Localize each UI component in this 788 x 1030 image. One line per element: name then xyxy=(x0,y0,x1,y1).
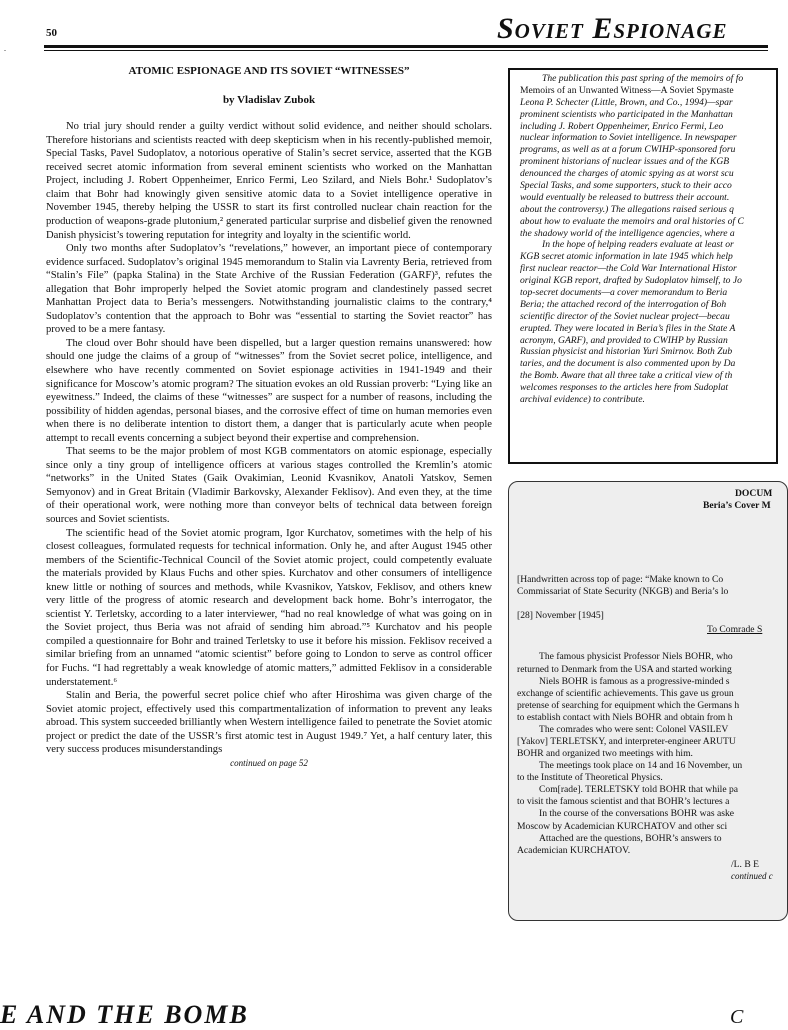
header-rule-thin xyxy=(44,50,768,51)
document-line: pretense of searching for equipment which the Germans h xyxy=(517,699,740,711)
sidebar-line: Leona P. Schecter (Little, Brown, and Co., 1994)—spar xyxy=(520,96,733,108)
continued-note: continued on page 52 xyxy=(230,757,308,768)
intro-sidebar-box xyxy=(508,68,778,464)
handwritten-note: Commissariat of State Security (NKGB) and Beria’s lo xyxy=(517,586,729,598)
sidebar-line: welcomes responses to the articles here from Sudoplat xyxy=(520,382,729,394)
sidebar-line: the Bomb. Aware that all three take a critical view of th xyxy=(520,370,733,382)
sidebar-line: would eventually be released to buttress their account. xyxy=(520,191,730,203)
article-title: ATOMIC ESPIONAGE AND ITS SOVIET “WITNESSES” xyxy=(128,65,410,77)
document-line: The famous physicist Professor Niels BOHR, who xyxy=(539,651,733,663)
footer-running-title: E AND THE BOMB xyxy=(0,1000,249,1029)
page-number: 50 xyxy=(46,27,57,39)
document-line: Com[rade]. TERLETSKY told BOHR that while pa xyxy=(539,784,739,796)
margin-mark: . xyxy=(4,44,6,53)
article-byline: by Vladislav Zubok xyxy=(222,94,316,107)
document-addressee: To Comrade S xyxy=(707,624,763,636)
article-paragraph: That seems to be the major problem of most KGB commentators on atomic espionage, especially since only a tiny group of intelligence officers at various stages controlled the Kremlin’s atomic “networks” in the United States (Gaik Ovakimian, Leonid Kvasnikov, Anatoli Yatskov, Semen Semyonov) and in Great Britain (Vladimir Barkovsky, Alexander Feklisov). And even they, at the time of their operational work, were nothing more than conveyor belts of technical data between foreign sources and Soviet scientists. xyxy=(46,446,492,526)
document-line: Moscow by Academician KURCHATOV and other sci xyxy=(517,820,728,832)
article-paragraph: Stalin and Beria, the powerful secret police chief who after Hiroshima was given charge of the Soviet atomic project, effectively used this compartmentalization of information to prevent any leaks abroad. This system succeeded brilliantly when Western intelligence failed to penetrate the Soviet atomic project or predict the date of the USSR’s first atomic test in August 1949.⁷ Yet, a half century later, this very success produces misunderstandings xyxy=(46,690,492,756)
sidebar-line: Russian physicist and historian Yuri Smirnov. Both Zub xyxy=(520,346,733,358)
document-line: Academician KURCHATOV. xyxy=(517,844,631,856)
document-line: The comrades who were sent: Colonel VASILEV xyxy=(539,723,729,735)
article-paragraph: Only two months after Sudoplatov’s “revelations,” however, an important piece of contemporary evidence surfaced. Sudoplatov’s original 1945 memorandum to Stalin via Lavrenty Beria, retrieved from “Stalin’s File” (papka Stalina) in the State Archive of the Russian Federation (GARF)³, refutes the allegation that Bohr improperly helped the Soviet atomic program and clandestinely passed secret Manhattan Project data to Beria’s messengers. Notwithstanding journalistic claims to the contrary,⁴ Sudoplatov’s contention that the approach to Bohr was “essential to starting the Soviet reactor” has proved to be a mere fantasy. xyxy=(46,243,492,336)
sidebar-line: about the controversy.) The allegations raised serious q xyxy=(520,203,734,215)
document-line: The meetings took place on 14 and 16 November, un xyxy=(539,760,743,772)
article-column xyxy=(46,64,492,769)
document-line: to establish contact with Niels BOHR and obtain from h xyxy=(517,711,733,723)
document-line: In the course of the conversations BOHR was aske xyxy=(539,808,735,820)
document-continued: continued c xyxy=(731,870,773,881)
document-signature: /L. B E xyxy=(731,858,759,870)
document-box xyxy=(508,481,788,921)
sidebar-line: programs, as well as at a forum CWIHP-sponsored foru xyxy=(520,144,736,156)
sidebar-line: original KGB report, drafted by Sudoplatov himself, to Jo xyxy=(520,275,742,287)
sidebar-line: erupted. They were located in Beria’s files in the State A xyxy=(520,322,736,334)
sidebar-line: first nuclear reactor—the Cold War International Histor xyxy=(520,263,737,275)
sidebar-line: The publication this past spring of the memoirs of fo xyxy=(542,73,744,84)
sidebar-line: Special Tasks, and some supporters, stuck to their acco xyxy=(520,180,732,192)
document-line: to visit the famous scientist and that BOHR’s lectures a xyxy=(517,796,730,808)
sidebar-line: taries, and the document is also commented upon by Da xyxy=(520,358,736,370)
handwritten-note: [Handwritten across top of page: “Make known to Co xyxy=(517,574,724,586)
document-line: Attached are the questions, BOHR’s answers to xyxy=(539,832,722,844)
document-line: [Yakov] TERLETSKY, and interpreter-engineer ARUTU xyxy=(517,736,736,748)
article-paragraph: The cloud over Bohr should have been dispelled, but a larger question remains unanswered: how should one judge the claims of a group of “witnesses” from the Soviet secret police, intelligence, and elsewhere who have recently commented on Soviet espionage activities in 1941-1949 and their significance for Moscow’s atomic program? The situation evokes an old Russian proverb: “Lying like an eyewitness.” Indeed, the claims of these “witnesses” are suspect for a number of reasons, including the possibility of hidden agendas, personal biases, and the corrosive effect of time on human memories even when there is no deliberate intention to distort them, a danger that is particularly acute when people attempt to recall events concerning a subject beyond their expertise and comprehension. xyxy=(46,337,492,444)
header-rule-thick xyxy=(44,45,768,48)
document-line: BOHR and organized two meetings with him. xyxy=(517,748,693,760)
sidebar-line: In the hope of helping readers evaluate at least or xyxy=(542,239,734,251)
article-paragraph: The scientific head of the Soviet atomic program, Igor Kurchatov, sometimes with the help of his closest colleagues, formulated requests for technical information. Only he, and after August 1945 other members of the Scientific-Technical Council of the Soviet atomic project, could competently evaluate the materials provided by Klaus Fuchs and other spies. Kurchatov and other consumers of intelligence knew little or nothing of sources and methods, while Kvasnikov, Yatskov, Feklisov, and others knew very little of the progress of atomic research and development back home. Bohr’s interrogator, the scientist Y. Terletsky, according to a later interviewer, “had no real knowledge of what was going on in the Soviet project, thus Beria was not afraid of sending him abroad.”⁵ Kurchatov and his people compiled a questionnaire for Bohr and trained Terletsky to use it before his mission. Feklisov received a similar briefing from an unnamed “atomic scientist” before going to London to serve as control officer for Fuchs. “I had regrettably a weak knowledge of atomic matters,” admitted Feklisov in a considerable understatement.⁶ xyxy=(46,527,492,688)
sidebar-line: Beria; the attached record of the interrogation of Boh xyxy=(520,298,727,310)
footer-right-text: C xyxy=(730,1006,744,1028)
sidebar-line: KGB secret atomic information in late 1945 which help xyxy=(520,251,733,263)
sidebar-line: prominent scientists who participated in the Manhattan xyxy=(520,108,733,120)
sidebar-line: archival evidence) to contribute. xyxy=(520,394,645,406)
sidebar-line: nuclear information to Soviet intelligence. In newspaper xyxy=(520,132,737,144)
document-title: DOCUM xyxy=(735,488,773,499)
sidebar-line: including J. Robert Oppenheimer, Enrico Fermi, Leo xyxy=(520,120,724,132)
masthead-title: Soviet Espionage xyxy=(497,12,728,45)
document-subtitle: Beria’s Cover M xyxy=(703,500,771,512)
sidebar-line: about how to evaluate the memoirs and oral histories of C xyxy=(520,215,744,227)
sidebar-line: Memoirs of an Unwanted Witness—A Soviet Spymaste xyxy=(520,84,734,96)
sidebar-line: top-secret documents—a cover memorandum to Beria xyxy=(520,287,728,299)
sidebar-line: prominent historians of nuclear issues and of the KGB xyxy=(520,156,730,168)
document-line: exchange of scientific achievements. This gave us groun xyxy=(517,687,734,699)
sidebar-line: the shadowy world of the intelligence agencies, where a xyxy=(520,227,735,239)
document-line: returned to Denmark from the USA and started working xyxy=(517,663,732,675)
document-date: [28] November [1945] xyxy=(517,610,604,622)
document-line: Niels BOHR is famous as a progressive-minded s xyxy=(539,675,730,687)
sidebar-line: denounced the charges of atomic spying as at worst scu xyxy=(520,168,734,180)
sidebar-line: scientific director of the Soviet nuclear project—becau xyxy=(520,310,730,322)
document-line: to the Institute of Theoretical Physics. xyxy=(517,772,663,784)
sidebar-line: acronym, GARF), and provided to CWIHP by Russian xyxy=(520,334,728,346)
article-paragraph: No trial jury should render a guilty verdict without solid evidence, and neither should scholars. Therefore historians and scientists reacted with deep skepticism when in his recently-published memoir, Special Tasks, Pavel Sudoplatov, a notorious operative of Stalin’s secret service, asserted that the KGB received secret atomic information from several eminent scientists who worked on the Manhattan Project, including J. Robert Oppenheimer, Enrico Fermi, Leo Szilard, and Niels Bohr.¹ Sudoplatov’s claim that Bohr had knowingly given sensitive atomic data to a Soviet intelligence operative in November 1945, thereby helping the USSR to start its first controlled nuclear chain reaction for the production of weapons-grade plutonium,² generated particular surprise and disbelief given the renowned Danish physicist’s towering reputation for integrity and loyalty in the scientific world. xyxy=(46,121,492,241)
